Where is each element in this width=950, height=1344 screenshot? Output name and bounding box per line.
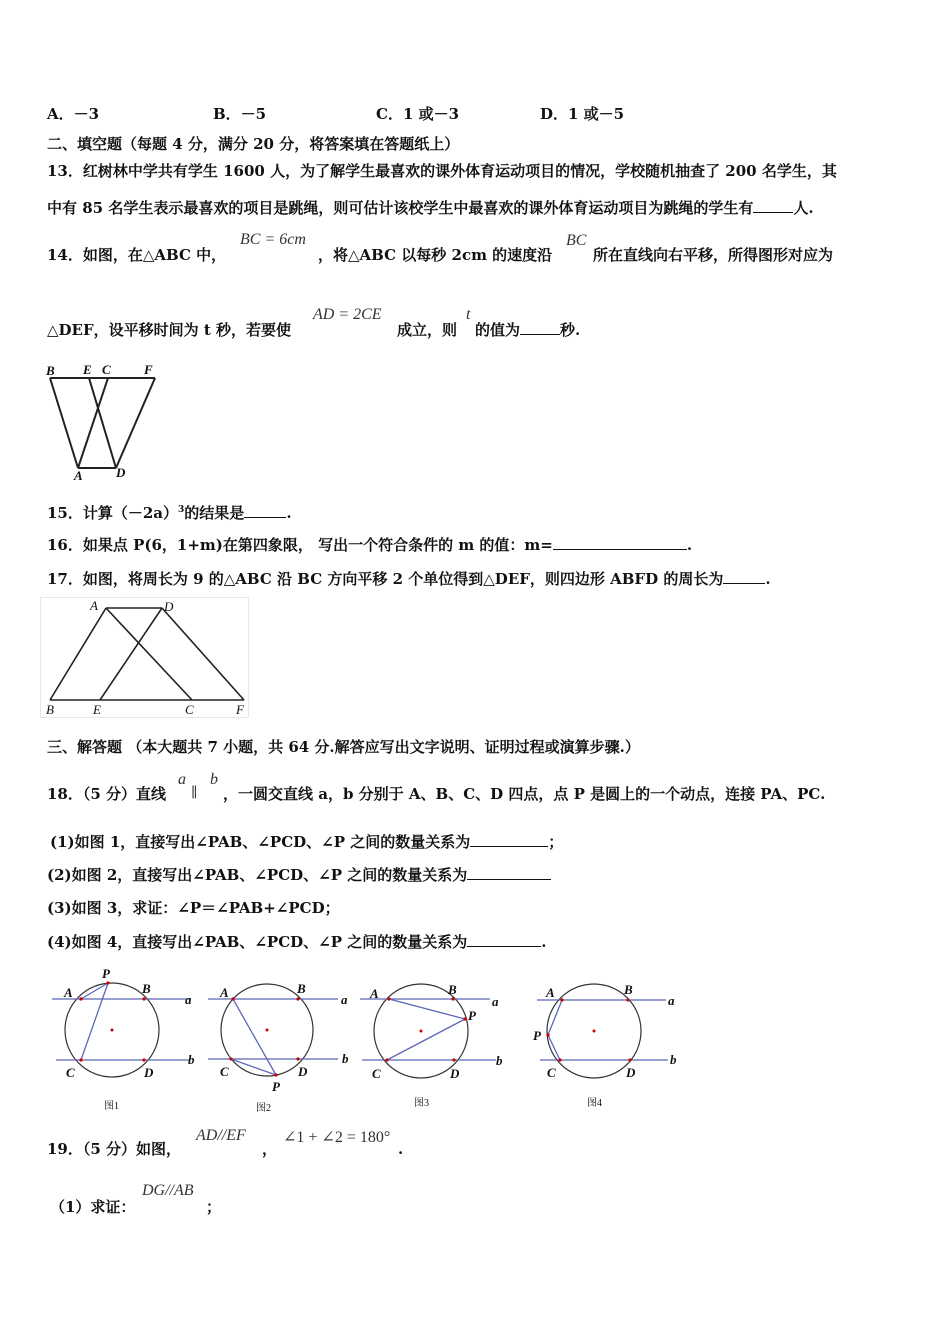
fig2-pt-c (229, 1057, 232, 1060)
fig18-figure4 (533, 982, 677, 1080)
fig17-diagram (40, 597, 255, 722)
q13-blank (753, 198, 793, 213)
q18-sub2-blank (467, 865, 551, 880)
fig2-label-a: A (220, 985, 229, 1000)
fig3-label-b: B (448, 982, 457, 997)
q19-part1: 19．（5 分）如图， (47, 1140, 182, 1158)
q17-end: . (765, 570, 771, 588)
q14-line2-tail (475, 320, 580, 340)
q16-text: 16．如果点 P(6，1+m)在第四象限， 写出一个符合条件的 m 的值：m= (47, 536, 553, 554)
fig17-label-b: B (46, 702, 54, 717)
q15-exponent: 3 (178, 505, 185, 515)
q14-part3: 所在直线向右平移，所得图形对应为 (593, 246, 834, 264)
fig1-pt-b (142, 997, 145, 1000)
fig1-label-p: P (102, 966, 110, 981)
fig3-pt-b (451, 997, 454, 1000)
q19-sep: ， (262, 1140, 278, 1158)
q18-math-a: a (178, 771, 186, 788)
fig1-label-a: A (64, 985, 73, 1000)
fig1-pt-p (106, 981, 109, 984)
fig1-center (111, 1029, 114, 1032)
fig4-label-line-a: a (668, 993, 675, 1008)
fig1-label-c: C (66, 1065, 75, 1080)
fig18-caption-4: 图4 (587, 1098, 602, 1109)
fig17-edge-df (162, 608, 244, 700)
q19-math-dg-ab: DG//AB (142, 1182, 194, 1199)
q15 (47, 500, 292, 523)
q14-part2: ，将△ABC 以每秒 2cm 的速度沿 (318, 246, 553, 264)
fig3-label-line-a: a (492, 994, 499, 1009)
fig3-pt-a (387, 997, 390, 1000)
fig3-label-d: D (450, 1066, 460, 1081)
q18-sub4-text: (4)如图 4，直接写出∠PAB、∠PCD、∠P 之间的数量关系为 (47, 933, 468, 951)
fig18-figure3 (360, 982, 503, 1081)
fig1-label-line-a: a (185, 992, 192, 1007)
fig4-label-c: C (547, 1065, 556, 1080)
fig4-pt-d (628, 1058, 631, 1061)
q17-text: 17．如图，将周长为 9 的△ABC 沿 BC 方向平移 2 个单位得到△DEF，则四边形 ABFD 的周长为 (47, 570, 724, 588)
q13-text: 中有 85 名学生表示最喜欢的项目是跳绳，则可估计该校学生中最喜欢的课外体育运动项目为跳绳的学生有 (47, 199, 754, 217)
fig18-caption-1: 图1 (104, 1101, 119, 1112)
q18-sub1-blank (470, 832, 548, 847)
q18-math-b: b (210, 771, 218, 788)
fig17-label-a: A (90, 598, 98, 613)
fig1-seg-pc (81, 983, 108, 1060)
q18-sub4-end: . (541, 933, 547, 951)
fig4-label-d: D (626, 1065, 636, 1080)
fig18-caption-3: 图3 (414, 1098, 429, 1109)
q18-sub1 (50, 832, 563, 852)
q19-math-angles: ∠1 + ∠2 = 180° (283, 1129, 391, 1146)
fig2-pt-b (296, 997, 299, 1000)
q13-line2 (47, 198, 814, 218)
fig14-label-b: B (46, 363, 55, 378)
fig1-pt-d (142, 1058, 145, 1061)
option-b: B．－5 (213, 105, 267, 123)
q14-line2-part2: 成立，则 (397, 321, 458, 339)
fig3-pt-d (452, 1058, 455, 1061)
q18-part2: ，一圆交直线 a，b 分别于 A、B、C、D 四点，点 P 是圆上的一个动点，连接 PA、PC. (223, 785, 826, 803)
q19-end: . (398, 1140, 404, 1158)
fig3-seg-pa (389, 999, 465, 1019)
fig1-label-line-b: b (188, 1052, 195, 1067)
fig17-label-c: C (185, 702, 194, 717)
q15-blank (244, 503, 286, 518)
option-c: C．1 或－3 (376, 105, 460, 123)
fig18-caption-2: 图2 (256, 1103, 271, 1114)
q16-end: . (686, 536, 693, 554)
q19-sub1-end: ； (206, 1198, 222, 1216)
fig2-label-c: C (220, 1064, 229, 1079)
q18-sub3: (3)如图 3，求证：∠P＝∠PAB+∠PCD； (47, 899, 340, 917)
fig14-label-e: E (83, 362, 92, 377)
fig18-figure1 (52, 966, 195, 1080)
fig3-label-line-b: b (496, 1053, 503, 1068)
q14-math-bc: BC (566, 232, 587, 249)
q14-blank (520, 320, 560, 335)
fig4-label-line-b: b (670, 1052, 677, 1067)
fig2-center (266, 1029, 269, 1032)
q18-sub2-text: (2)如图 2，直接写出∠PAB、∠PCD、∠P 之间的数量关系为 (47, 866, 468, 884)
q13-end: 人. (793, 199, 814, 217)
q14-math-bc-6cm: BC = 6cm (240, 231, 306, 248)
q18-sub4-blank (467, 932, 541, 947)
fig2-pt-d (296, 1057, 299, 1060)
q18-part1: 18．（5 分）直线 (47, 785, 167, 803)
q19-math-ad-ef: AD//EF (196, 1127, 246, 1144)
fig3-label-a: A (370, 986, 379, 1001)
fig3-pt-p (463, 1017, 466, 1020)
fig17-edge-ab (50, 608, 106, 700)
fig14-edge-ba (50, 378, 78, 468)
fig3-center (420, 1030, 423, 1033)
fig14-diagram (40, 360, 170, 482)
fig2-seg-pc (231, 1059, 276, 1075)
fig17-label-e: E (93, 702, 101, 717)
fig14-edge-df (116, 378, 155, 468)
q17 (47, 569, 771, 589)
fig4-label-b: B (624, 982, 633, 997)
fig4-pt-p (546, 1033, 549, 1036)
q14-part1: 14．如图，在△ABC 中， (47, 246, 227, 264)
q18-sub2 (47, 865, 551, 885)
fig3-pt-c (385, 1058, 388, 1061)
q15-text2: 的结果是 (184, 504, 245, 522)
fig2-label-p: P (272, 1079, 280, 1094)
fig2-pt-p (274, 1073, 277, 1076)
q16 (47, 535, 692, 555)
q14-math-ad-2ce: AD = 2CE (313, 306, 382, 323)
fig14-label-a: A (74, 468, 83, 482)
fig14-label-f: F (144, 362, 153, 377)
fig3-label-p: P (468, 1008, 476, 1023)
fig1-label-b: B (142, 981, 151, 996)
fig1-label-d: D (144, 1065, 154, 1080)
q14-math-t: t (466, 306, 471, 323)
fig2-seg-pa (233, 999, 276, 1075)
fig4-pt-b (626, 998, 629, 1001)
fig17-label-d: D (164, 599, 174, 614)
q18-sub1-end: ； (548, 833, 564, 851)
q18-sub4 (47, 932, 546, 952)
fig18-figure2 (208, 981, 349, 1094)
fig2-pt-a (231, 997, 234, 1000)
fig17-label-f: F (236, 702, 244, 717)
q14-end: 秒. (560, 321, 581, 339)
fig2-label-line-b: b (342, 1051, 349, 1066)
fig2-label-b: B (297, 981, 306, 996)
fig2-label-d: D (298, 1064, 308, 1079)
fig3-seg-pc (387, 1019, 465, 1060)
fig14-label-c: C (102, 362, 111, 377)
q14-line2-part1: △DEF，设平移时间为 t 秒，若要使 (47, 321, 292, 339)
option-a: A．－3 (47, 105, 100, 123)
fig4-center (593, 1030, 596, 1033)
fig14-label-d: D (116, 465, 126, 480)
fig4-label-p: P (533, 1028, 541, 1043)
q18-sub1-text: (1)如图 1，直接写出∠PAB、∠PCD、∠P 之间的数量关系为 (50, 833, 471, 851)
q13-line1: 13．红树林中学共有学生 1600 人，为了解学生最喜欢的课外体育运动项目的情况，学校随机抽查了 200 名学生，其 (47, 162, 837, 180)
q15-end: . (286, 504, 292, 522)
q19-sub1: （1）求证： (50, 1198, 136, 1216)
fig4-pt-a (560, 998, 563, 1001)
fig17-edge-ac (106, 608, 192, 700)
q14-text: 的值为 (475, 321, 521, 339)
q17-blank (723, 569, 765, 584)
fig17-edge-de (100, 608, 162, 700)
fig4-label-a: A (546, 985, 555, 1000)
q18-math-parallel: ∥ (191, 786, 198, 801)
q15-text: 15．计算（－2a） (47, 504, 179, 522)
option-d: D．1 或－5 (540, 105, 625, 123)
fig2-label-line-a: a (341, 992, 348, 1007)
fig1-pt-a (79, 997, 82, 1000)
q16-blank (553, 535, 687, 550)
section2-title: 二、填空题（每题 4 分，满分 20 分，将答案填在答题纸上） (47, 135, 460, 153)
fig1-pt-c (79, 1058, 82, 1061)
fig3-label-c: C (372, 1066, 381, 1081)
fig4-pt-c (558, 1058, 561, 1061)
section3-title: 三、解答题 （本大题共 7 小题，共 64 分.解答应写出文字说明、证明过程或演算步骤.） (47, 738, 640, 756)
